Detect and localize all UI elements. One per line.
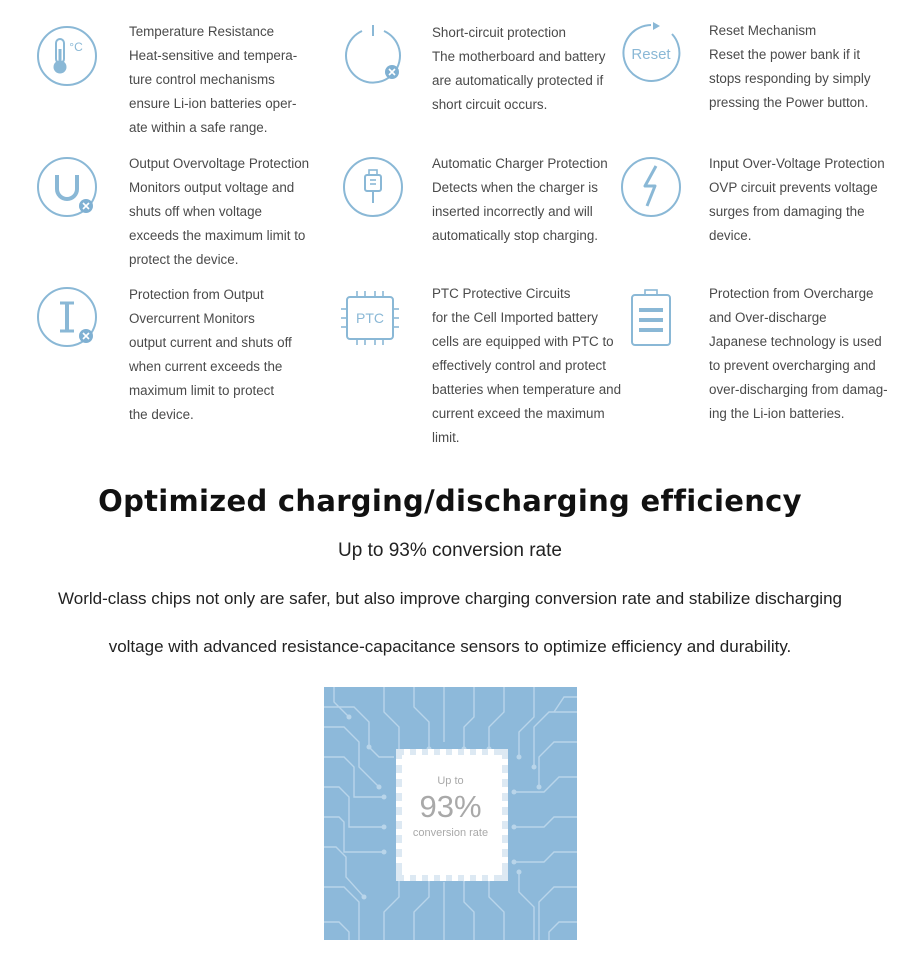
feature-title: Temperature Resistance — [129, 24, 275, 39]
feature-title: Protection from Overcharge — [709, 286, 874, 301]
feature-line: batteries when temperature and — [432, 382, 622, 397]
feature-line: The motherboard and battery — [432, 49, 606, 64]
feature-line: short circuit occurs. — [432, 97, 548, 112]
battery-icon — [620, 288, 682, 350]
current-i-cross-icon — [36, 286, 98, 348]
feature-text — [709, 19, 871, 115]
ptc-label: PTC — [356, 310, 384, 326]
chip-percent-label: 93% — [419, 789, 482, 824]
feature-line: surges from damaging the — [709, 204, 865, 219]
feature-line: Reset the power bank if it — [709, 47, 861, 62]
feature-line: maximum limit to protect — [129, 383, 275, 398]
feature-text — [432, 152, 608, 248]
feature-line: ate within a safe range. — [129, 120, 268, 135]
reset-icon — [620, 22, 682, 84]
feature-line: when current exceeds the — [129, 359, 283, 374]
efficiency-heading: Optimized charging/discharging efficiency — [98, 484, 802, 518]
feature-line: Overcurrent Monitors — [129, 311, 255, 326]
ptc-chip-icon — [339, 287, 401, 349]
feature-title: PTC Protective Circuits — [432, 286, 571, 301]
feature-line: Japanese technology is used — [709, 334, 882, 349]
voltage-u-cross-icon — [36, 156, 98, 218]
usb-plug-icon — [342, 156, 404, 218]
feature-line: device. — [709, 228, 752, 243]
feature-title: Input Over-Voltage Protection — [709, 156, 885, 171]
feature-line: Heat-sensitive and tempera- — [129, 48, 298, 63]
thermometer-celsius-icon — [36, 25, 98, 87]
feature-line: the device. — [129, 407, 194, 422]
feature-line: OVP circuit prevents voltage — [709, 180, 878, 195]
feature-title: Automatic Charger Protection — [432, 156, 608, 171]
feature-line: protect the device. — [129, 252, 239, 267]
feature-line: Monitors output voltage and — [129, 180, 295, 195]
feature-title: Reset Mechanism — [709, 23, 817, 38]
feature-text — [129, 283, 292, 427]
feature-line: automatically stop charging. — [432, 228, 598, 243]
feature-line: cells are equipped with PTC to — [432, 334, 614, 349]
feature-line: shuts off when voltage — [129, 204, 263, 219]
feature-line: for the Cell Imported battery — [432, 310, 598, 325]
feature-line: exceeds the maximum limit to — [129, 228, 306, 243]
feature-text — [432, 21, 605, 117]
feature-text — [432, 282, 621, 450]
feature-title: Short-circuit protection — [432, 25, 566, 40]
lightning-bolt-icon — [620, 156, 682, 218]
feature-title: Protection from Output — [129, 287, 264, 302]
feature-line: ing the Li-ion batteries. — [709, 406, 845, 421]
feature-line: inserted incorrectly and will — [432, 204, 593, 219]
celsius-symbol: °C — [69, 40, 83, 54]
feature-line: to prevent overcharging and — [709, 358, 876, 373]
feature-text — [709, 152, 885, 248]
feature-text — [709, 282, 888, 426]
efficiency-subheading: Up to 93% conversion rate — [338, 540, 562, 561]
feature-line: are automatically protected if — [432, 73, 604, 88]
feature-line: ensure Li-ion batteries oper- — [129, 96, 297, 111]
feature-line: pressing the Power button. — [709, 95, 869, 110]
conversion-rate-chip-image — [324, 687, 577, 940]
chip-up-to-label: Up to — [437, 775, 464, 787]
feature-line: effectively control and protect — [432, 358, 606, 373]
feature-line: output current and shuts off — [129, 335, 292, 350]
feature-line: stops responding by simply — [709, 71, 871, 86]
feature-line: ture control mechanisms — [129, 72, 275, 87]
feature-line: limit. — [432, 430, 460, 445]
feature-line: over-discharging from damag- — [709, 382, 888, 397]
chip-caption-label: conversion rate — [412, 827, 489, 839]
feature-line: current exceed the maximum — [432, 406, 605, 421]
feature-title: Output Overvoltage Protection — [129, 156, 310, 171]
efficiency-paragraph-line-2: voltage with advanced resistance-capacitance sensors to optimize efficiency and durability. — [108, 637, 792, 656]
feature-text — [129, 152, 309, 272]
reset-label: Reset — [631, 46, 671, 63]
feature-line: and Over-discharge — [709, 310, 827, 325]
feature-line: Detects when the charger is — [432, 180, 598, 195]
power-cross-icon — [342, 22, 404, 84]
efficiency-paragraph-line-1: World-class chips not only are safer, but also improve charging conversion rate and stabilize discharging — [58, 589, 842, 608]
feature-text — [129, 20, 297, 140]
